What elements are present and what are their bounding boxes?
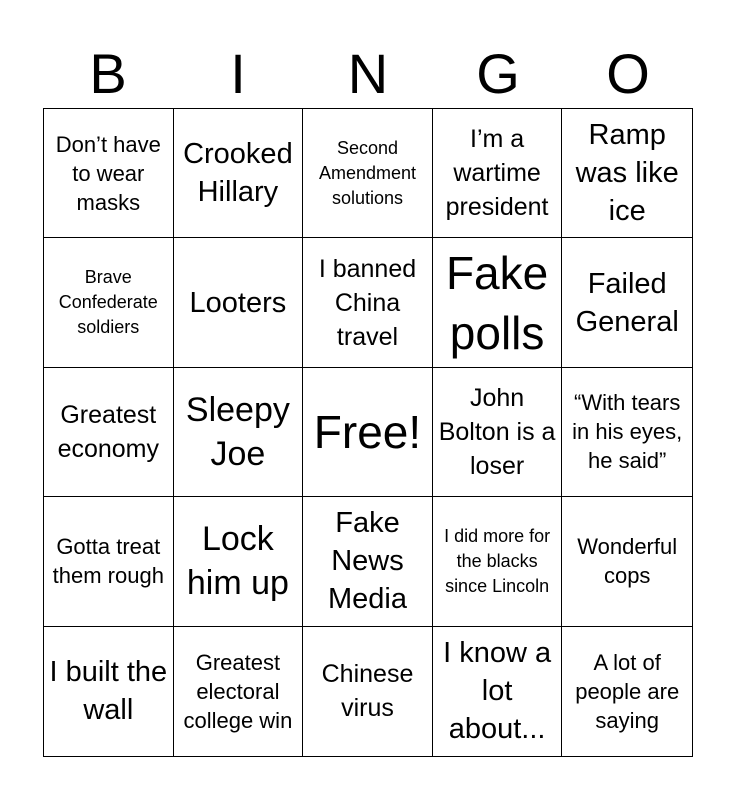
free-space-text: Free! <box>313 405 422 458</box>
cell-text: I banned China travel <box>318 254 417 351</box>
cell-text: Brave Confederate soldiers <box>58 267 158 338</box>
bingo-cell[interactable] <box>303 109 433 238</box>
cell-text: John Bolton is a loser <box>438 383 556 480</box>
cell-text: Looters <box>189 286 287 319</box>
bingo-cell[interactable] <box>44 627 174 756</box>
cell-text: I know a lot about... <box>443 637 552 746</box>
bingo-cell[interactable] <box>433 497 563 626</box>
bingo-cell[interactable] <box>562 109 692 238</box>
bingo-cell[interactable] <box>44 109 174 238</box>
bingo-cell[interactable] <box>562 627 692 756</box>
bingo-cell[interactable] <box>174 109 304 238</box>
header-letter-g: G <box>476 42 520 105</box>
bingo-cell[interactable] <box>174 238 304 367</box>
cell-text: Greatest economy <box>57 400 160 463</box>
cell-text: I built the wall <box>49 656 168 727</box>
cell-text: I’m a wartime president <box>445 125 549 222</box>
cell-text: Gotta treat them rough <box>52 534 164 589</box>
free-space-cell[interactable] <box>303 368 433 497</box>
cell-text: Crooked Hillary <box>183 138 293 209</box>
cell-text: Fake polls <box>445 246 549 359</box>
cell-text: A lot of people are saying <box>575 649 680 733</box>
bingo-cell[interactable] <box>303 238 433 367</box>
cell-text: Ramp was like ice <box>575 119 679 228</box>
bingo-cell[interactable] <box>433 109 563 238</box>
header-letter-n: N <box>347 42 389 105</box>
header-letter-b: B <box>89 42 127 105</box>
cell-text: Greatest electoral college win <box>183 649 293 733</box>
cell-text: Lock him up <box>186 520 289 603</box>
cell-text: Don’t have to wear masks <box>55 131 161 215</box>
bingo-cell[interactable] <box>303 627 433 756</box>
cell-text: Fake News Media <box>327 507 407 616</box>
bingo-cell[interactable] <box>174 627 304 756</box>
bingo-cell[interactable] <box>44 368 174 497</box>
cell-text: Chinese virus <box>321 660 414 723</box>
cell-text: Sleepy Joe <box>185 390 290 473</box>
bingo-cell[interactable] <box>174 497 304 626</box>
bingo-cell[interactable] <box>433 368 563 497</box>
cell-text: I did more for the blacks since Lincoln <box>444 525 551 596</box>
bingo-cell[interactable] <box>174 368 304 497</box>
header-letter-o: O <box>606 42 650 105</box>
cell-text: Wonderful cops <box>577 534 678 589</box>
bingo-cell[interactable] <box>44 238 174 367</box>
bingo-cell[interactable] <box>562 497 692 626</box>
bingo-cell[interactable] <box>562 368 692 497</box>
cell-text: Failed General <box>575 267 679 338</box>
bingo-cell[interactable] <box>303 497 433 626</box>
bingo-cell[interactable] <box>433 627 563 756</box>
cell-text: Second Amendment solutions <box>318 137 417 208</box>
header-letter-i: I <box>230 42 246 105</box>
bingo-cell[interactable] <box>44 497 174 626</box>
bingo-cell[interactable] <box>562 238 692 367</box>
bingo-board <box>43 108 693 757</box>
bingo-header <box>43 40 693 108</box>
cell-text: “With tears in his eyes, he said” <box>572 390 683 474</box>
bingo-cell[interactable] <box>433 238 563 367</box>
